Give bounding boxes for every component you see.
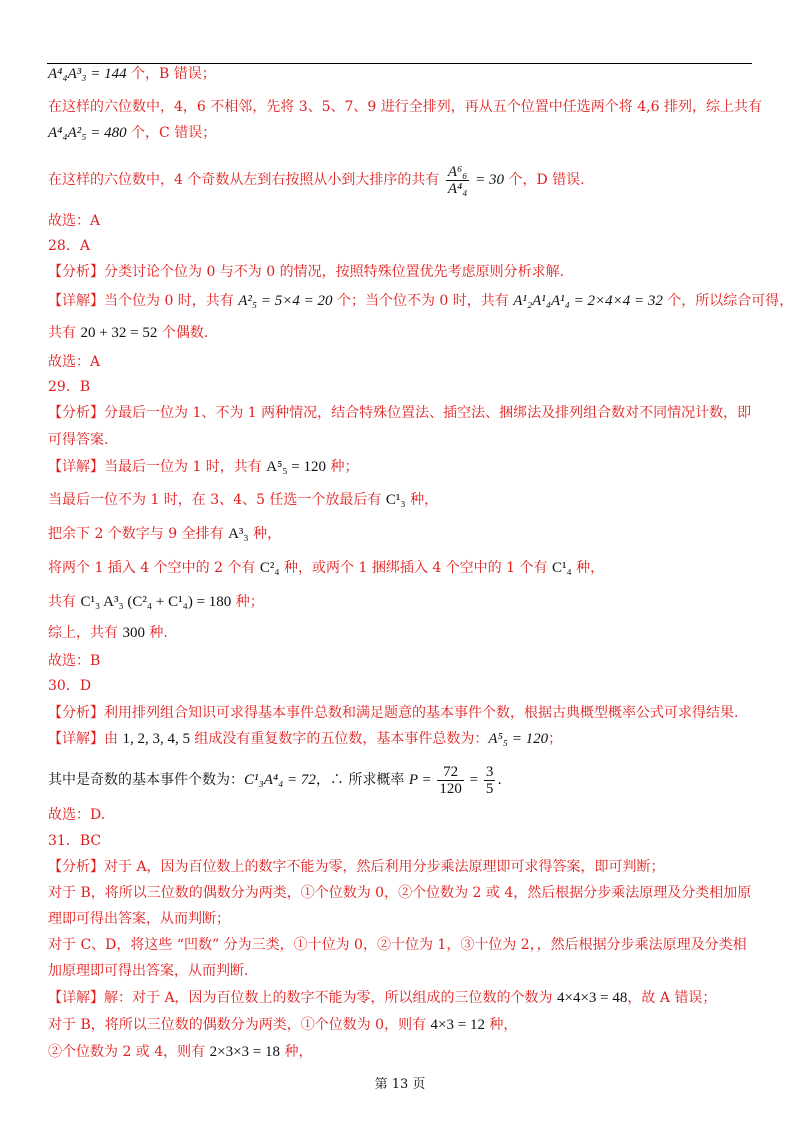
line-16: 把余下 2 个数字与 9 全排有 A³₃ 种，: [48, 526, 282, 542]
question-number-28: 28．A: [48, 238, 90, 254]
line-29: 理即可得出答案，从而判断；: [48, 911, 230, 927]
line-15: 当最后一位不为 1 时，在 3、4、5 任选一个放最后有 C¹₃ 种，: [48, 492, 439, 508]
line-4: 在这样的六位数中，4 个奇数从左到右按照从小到大排序的共有 $\frac{\text{A⁶₆}}{\text{A⁴₄}}$ = 30 个，D 错误.: [48, 163, 585, 197]
line-13: 可得答案.: [48, 432, 109, 448]
line-17: 将两个 1 插入 4 个空中的 2 个有 C²₄ 种，或两个 1 捆绑插入 4 个空中的 1 个有 C¹₄ 种，: [48, 560, 605, 576]
line-32: 【详解】解：对于 A，因为百位数上的数字不能为零，所以组成的三位数的个数为 4×4×3 = 48，故 A 错误；: [48, 990, 717, 1006]
line-2: 在这样的六位数中，4，6 不相邻，先将 3、5、7、9 进行全排列，再从五个位置中任选两个将 4,6 排列，综上共有: [48, 99, 762, 115]
line-7: 【分析】分类讨论个位为 0 与不为 0 的情况，按照特殊位置优先考虑原则分析求解.: [48, 264, 565, 280]
line-33: 对于 B，将所以三位数的偶数分为两类，①个位数为 0，则有 4×3 = 12 种，: [48, 1017, 518, 1033]
line-1: A⁴₄A³₃ = 144 个，B 错误；: [48, 66, 216, 82]
line-28: 对于 B，将所以三位数的偶数分为两类，①个位数为 0，②个位数为 2 或 4，然后根据分步乘法原理及分类相加原: [48, 885, 752, 901]
formula: A⁴₄A³₃ = 144: [48, 66, 127, 82]
line-8: 【详解】当个位为 0 时，共有 A²₅ = 5×4 = 20 个；当个位不为 0 时，共有 A¹₂A¹₄A¹₄ = 2×4×4 = 32 个，所以综合可得，: [48, 293, 794, 309]
line-22: 【分析】利用排列组合知识可求得基本事件总数和满足题意的基本事件个数，根据古典概型概率公式可求得结果.: [48, 705, 739, 721]
line-14: 【详解】当最后一位为 1 时，共有 A⁵₅ = 120 种；: [48, 459, 359, 475]
line-12: 【分析】分最后一位为 1、不为 1 两种情况，结合特殊位置法、插空法、捆绑法及排列组合数对不同情况计数，即: [48, 405, 752, 421]
line-24: 其中是奇数的基本事件个数为：C¹₃A⁴₄ = 72，∴ 所求概率 P = $\frac{72}{120}$ = $\frac{3}{5}$ .: [48, 763, 502, 797]
line-18: 共有 C¹₃ A³₃ (C²₄ + C¹₄) = 180 种；: [48, 594, 264, 610]
line-3: A⁴₄A²₅ = 480 个，C 错误；: [48, 125, 217, 141]
fraction: $\frac{72}{120}$: [439, 763, 462, 797]
question-number-31: 31．BC: [48, 833, 102, 849]
line-23: 【详解】由 1, 2, 3, 4, 5 组成没有重复数字的五位数，基本事件总数为：A⁵₅ = 120；: [48, 731, 563, 747]
line-27: 【分析】对于 A，因为百位数上的数字不能为零，然后利用分步乘法原理即可求得答案，即可判断；: [48, 859, 665, 875]
line-25: 故选：D.: [48, 807, 106, 823]
question-number-30: 30．D: [48, 678, 92, 694]
line-5: 故选：A: [48, 213, 101, 229]
page-number: 第 13 页: [374, 1077, 426, 1092]
fraction: $\frac{\text{A⁶₆}}{\text{A⁴₄}}$: [447, 163, 468, 197]
question-number-29: 29．B: [48, 379, 91, 395]
fraction: $\frac{3}{5}$: [485, 763, 494, 797]
line-9: 共有 20 + 32 = 52 个偶数.: [48, 325, 209, 341]
line-31: 加原理即可得出答案，从而判断.: [48, 963, 249, 979]
line-19: 综上，共有 300 种.: [48, 625, 168, 641]
line-34: ②个位数为 2 或 4，则有 2×3×3 = 18 种，: [48, 1044, 313, 1060]
line-20: 故选：B: [48, 653, 101, 669]
line-10: 故选：A: [48, 354, 101, 370]
line-30: 对于 C、D，将这些 “凹数” 分为三类，①十位为 0，②十位为 1，③十位为 2，，然后根据分步乘法原理及分类相: [48, 937, 747, 953]
